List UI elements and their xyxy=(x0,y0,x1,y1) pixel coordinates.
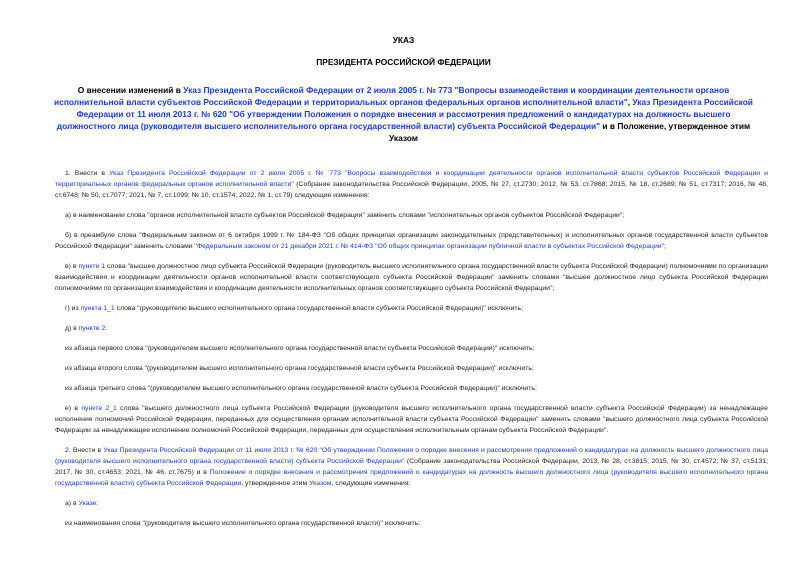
link-federal-law-414[interactable]: Федеральным законом от 21 декабря 2021 г. № 414-ФЗ "Об общих принципах организации публичной власти в субъектах Российской Федерации" xyxy=(196,242,665,250)
clause-1-d-second-paragraph: из абзаца второго слова "(руководителем высшего исполнительного органа государственной власти субъекта Российской Федерации)" исключить; xyxy=(65,364,534,372)
link-decree-773[interactable]: Указ Президента Российской Федерации от 2 июля 2005 г. № 773 "Вопросы взаимодействия и координации деятельности органов исполнительной власти субъектов Российской Федерации и территориальных органов федеральных органов исполнительной власти" xyxy=(54,85,730,107)
link-decree-620[interactable]: Указ Президента Российской Федерации от 11 июля 2013 г. № 620 "Об утверждении Положения о порядке внесения и рассмотрения предложений о кандидатурах на должность высшего должностного лица (руководителя высшего исполнительного органа государственной власти) субъекта Российской Федерации" xyxy=(56,97,753,131)
clause-1-e xyxy=(55,403,768,436)
clause-1-v-tail: слова "высшее должностное лицо субъекта Российской Федерации (руководитель высшего исполнительного органа государственной власти субъекта Российской Федерации) полномочиями по организации взаимодействия и координации деятельности органов исполнительной власти соответствующего субъекта Российской Федерации" заменить словами "высшее должностное лицо субъекта Российской Федерации полномочиями по организации взаимодействия и координации деятельности исполнительных органов соответствующего субъекта Российской Федерации"; xyxy=(55,262,768,292)
clause-1-d-lead: д) в xyxy=(65,324,79,332)
clause-1-tail: (Собрание законодательства Российской Федерации, 2005, № 27, ст.2730; 2012, № 53, ст.7868; 2015, № 18, ст.2689; № 51, ст.7317; 2016, № 48, ст.6748; № 50, ст.7077; 2021, № 7, ст.1099; № 10, ст.1574; 2022, № 1, ст.79) следующие изменения: xyxy=(55,180,768,199)
link-decree-in-clause-2a[interactable]: Указе xyxy=(78,499,97,507)
clause-2-a-lead: а) в xyxy=(65,499,79,507)
heading-lead: О внесении изменений в xyxy=(77,85,184,95)
clause-1-g-tail: слова "(руководителю высшего исполнительного органа государственной власти субъекта Российской Федерации)" исключить; xyxy=(114,304,524,312)
link-decree-ref[interactable]: Указом xyxy=(309,479,332,487)
link-decree-620-body[interactable]: Указ Президента Российской Федерации от 11 июля 2013 г. № 620 "Об утверждении Положения о порядке внесения и рассмотрения предложений о кандидатурах на должность высшего должностного лица (руководителя высшего исполнительного органа государственной власти) субъекта Российской Федерации" xyxy=(55,446,769,465)
link-point-1[interactable]: пункте 1 xyxy=(78,262,106,270)
clause-2-mid2: , утвержденное этим xyxy=(241,479,310,487)
decree-issuer: ПРЕЗИДЕНТА РОССИЙСКОЙ ФЕДЕРАЦИИ xyxy=(316,57,491,67)
decree-body xyxy=(55,168,768,529)
clause-2-lead: 2. Внести в xyxy=(65,446,104,454)
link-regulation[interactable]: Положение о порядке внесения и рассмотрения предложений о кандидатурах на должность высшего должностного лица (руководителя высшего исполнительного органа государственной власти) субъекта Российской Федерации xyxy=(55,468,768,487)
link-point-2[interactable]: пункте 2 xyxy=(78,324,106,332)
clause-2-a-tail: : xyxy=(96,499,99,507)
clause-1-b-lead: б) в преамбуле слова "Федеральным законом от 6 октября 1999 г. № 184-ФЗ "Об общих принципах организации законодательных (представительных) и исполнительных органов государственной власти субъектов Российской Федерации" заменить словами " xyxy=(55,231,768,250)
clause-1-b-tail: ; xyxy=(664,242,666,250)
clause-1-v xyxy=(55,261,768,294)
heading-tail: и в Положение, утвержденное этим Указом xyxy=(389,121,751,143)
clause-1-e-tail: слова "высшего должностного лица субъекта Российской Федерации (руководителя высшего исполнительного органа государственной власти субъекта Российской Федерации) за ненадлежащее исполнение полномочий Российской Федерации, переданных для осуществления органам исполнительной власти субъекта Российской Федерации" заменить словами "высшего должностного лица субъекта Российской Федерации за ненадлежащее исполнение полномочий Российской Федерации, переданных для осуществления исполнительным органам субъекта Российской Федерации". xyxy=(55,404,768,434)
heading-separator: , xyxy=(627,97,633,107)
clause-1-v-lead: в) в xyxy=(65,262,79,270)
clause-1-lead: 1. Внести в xyxy=(65,169,110,177)
decree-title: УКАЗ xyxy=(392,35,415,45)
clause-1-g-lead: г) из xyxy=(65,304,81,312)
clause-1-d xyxy=(55,323,768,334)
decree-heading xyxy=(48,84,759,144)
clause-2-a-1: из наименования слова "(руководителя высшего исполнительного органа государственной власти)" исключить; xyxy=(65,519,421,527)
clause-2 xyxy=(55,445,768,489)
clause-2-tail: , следующие изменения: xyxy=(331,479,411,487)
clause-2-mid: (Собрание законодательства Российской Федерации, 2013, № 28, ст.3815; 2015, № 30, ст.4572; № 37, ст.5131; 2017, № 30, ст.4653; 2021, № 46, ст.7675) и в xyxy=(55,457,768,476)
clause-1-d-first-paragraph: из абзаца первого слова "(руководителем высшего исполнительного органа государственной власти субъекта Российской Федерации)" исключить; xyxy=(65,344,535,352)
clause-1-a: а) в наименовании слова "органов исполнительной власти субъектов Российской Федерации" заменить словами "исполнительных органов субъектов Российской Федерации"; xyxy=(65,211,625,219)
clause-1-d-third-paragraph: из абзаца третьего слова "(руководителем высшего исполнительного органа государственной власти субъекта Российской Федерации)" исключить; xyxy=(65,384,537,392)
clause-1-d-tail: : xyxy=(105,324,108,332)
link-point-1-1[interactable]: пункта 1_1 xyxy=(80,304,115,312)
clause-2-a xyxy=(55,498,768,509)
link-point-2-1[interactable]: пункте 2_1 xyxy=(81,404,117,412)
clause-1 xyxy=(55,168,768,201)
clause-1-e-lead: е) в xyxy=(65,404,82,412)
clause-1-g xyxy=(55,303,768,314)
clause-1-b xyxy=(55,230,768,252)
link-decree-773-body[interactable]: Указ Президента Российской Федерации от 2 июля 2005 г. № 773 "Вопросы взаимодействия и координации деятельности органов исполнительной власти субъектов Российской Федерации и территориальных органов федеральных органов исполнительной власти" xyxy=(55,169,769,188)
